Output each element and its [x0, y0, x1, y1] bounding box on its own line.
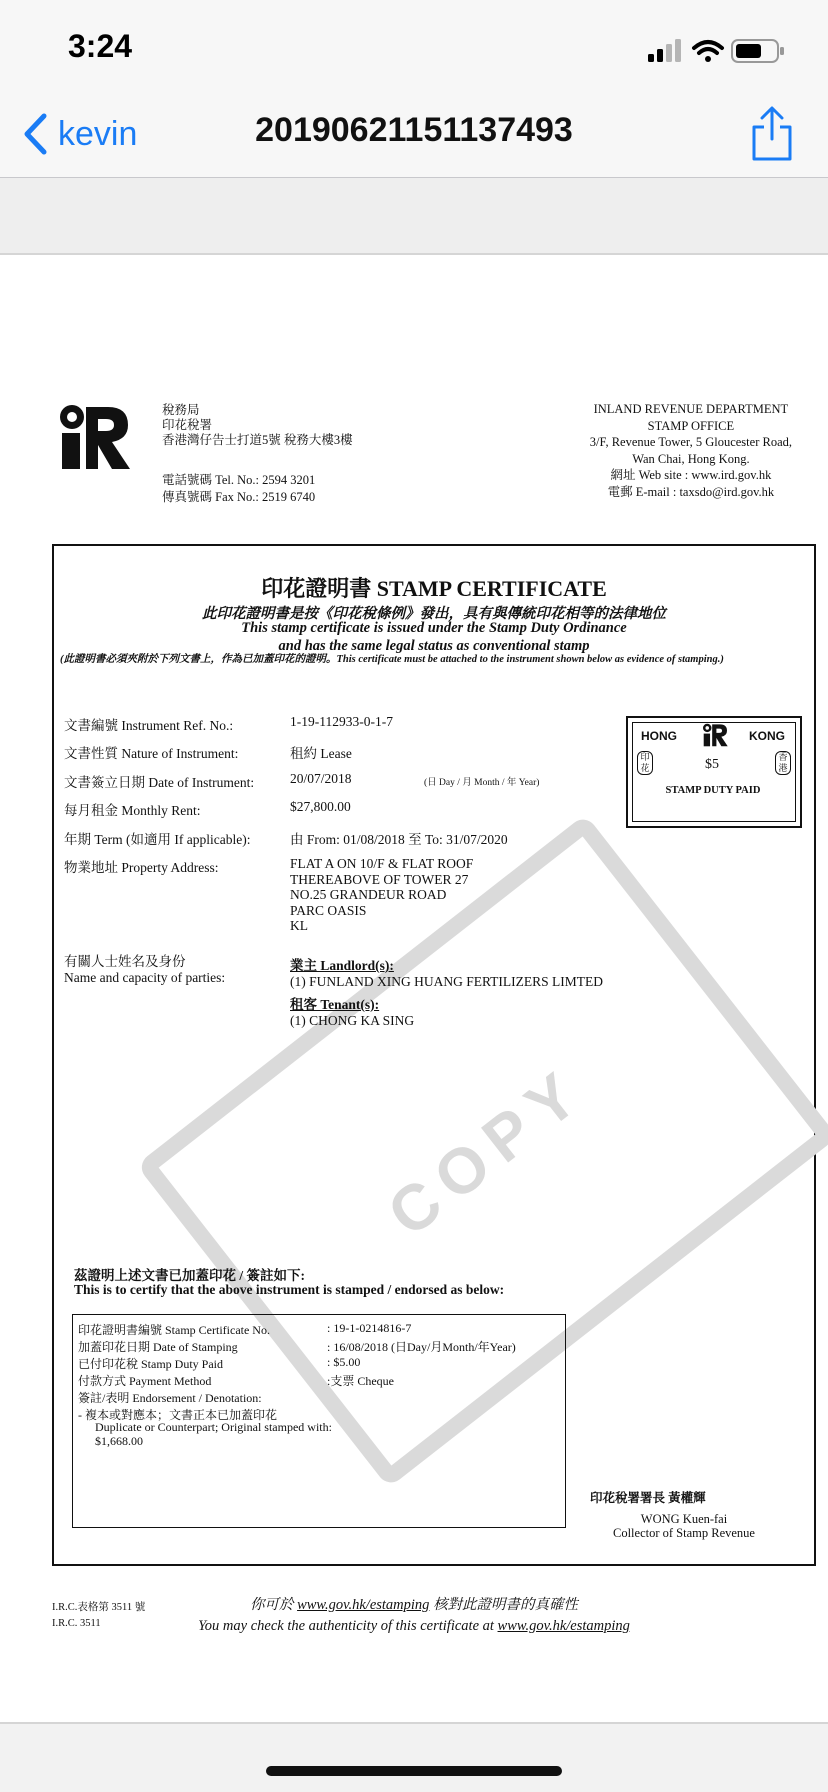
ref-value: 1-19-112933-0-1-7	[290, 714, 393, 729]
document-title: 20190621151137493	[255, 111, 573, 149]
footer-verification	[0, 1595, 828, 1637]
signature-title-zh: 印花稅署署長 黃權輝	[590, 1491, 706, 1505]
signature-name: WONG Kuen-fai	[640, 1512, 728, 1526]
duty-paid-value: : $5.00	[327, 1355, 361, 1369]
parties-label	[64, 954, 225, 986]
landlord-heading: 業主 Landlord(s):	[290, 958, 394, 973]
address-line-3: NO.25 GRANDEUR ROAD	[290, 887, 447, 902]
address-block	[290, 856, 473, 934]
cert-no-value: : 19-1-0214816-7	[327, 1321, 412, 1335]
address-line-4: PARC OASIS	[290, 902, 367, 918]
battery-icon	[732, 40, 784, 62]
header-left	[162, 403, 353, 448]
status-time: 3:24	[68, 28, 133, 64]
signature-title-en: Collector of Stamp Revenue	[613, 1526, 755, 1540]
certificate-title: 印花證明書 STAMP CERTIFICATE	[261, 576, 607, 601]
header-email: 電郵 E-mail : taxsdo@ird.gov.hk	[607, 484, 775, 499]
header-tel: 電話號碼 Tel. No.: 2594 3201	[162, 473, 316, 487]
header-left-line3: 香港灣仔告士打道5號 稅務大樓3樓	[162, 433, 353, 447]
landlord-value: (1) FUNLAND XING HUANG FERTILIZERS LIMTED	[290, 974, 604, 989]
header-fax: 傳真號碼 Fax No.: 2519 6740	[162, 490, 316, 504]
header-left-line1: 稅務局	[162, 403, 200, 417]
tenant-heading: 租客 Tenant(s):	[290, 997, 380, 1012]
back-button[interactable]	[22, 109, 137, 159]
endorsement-line-3: $1,668.00	[95, 1434, 143, 1448]
stamp-duty-stamp	[626, 716, 802, 828]
header-right-line2: STAMP OFFICE	[647, 418, 735, 433]
address-line-1: FLAT A ON 10/F & FLAT ROOF	[290, 856, 474, 871]
check-zh-b: 核對此證明書的真確性	[429, 1597, 579, 1613]
header-right-line3: 3/F, Revenue Tower, 5 Gloucester Road,	[589, 435, 792, 449]
date-label: 文書簽立日期 Date of Instrument:	[64, 775, 255, 790]
subtitle-zh: 此印花證明書是按《印花稅條例》發出，具有與傳統印花相等的法律地位	[202, 606, 666, 622]
payment-method-label: 付款方式 Payment Method	[78, 1374, 212, 1388]
stamp-date-value: : 16/08/2018 (日Day/月Month/年Year)	[327, 1340, 516, 1354]
address-label: 物業地址 Property Address:	[64, 860, 219, 875]
check-en-a: You may check the authenticity of this certificate at	[198, 1618, 498, 1634]
check-zh-a: 你可於	[249, 1597, 298, 1613]
stamp-date-label: 加蓋印花日期 Date of Stamping	[78, 1340, 238, 1354]
estamping-link-en[interactable]: www.gov.hk/estamping	[497, 1618, 630, 1634]
stamp-caption: STAMP DUTY PAID	[665, 785, 761, 796]
certificate-box	[52, 544, 816, 1566]
parties-label-zh: 有關人士姓名及身份	[64, 954, 186, 969]
stamping-details-box	[72, 1314, 566, 1528]
address-line-5: KL	[290, 918, 308, 933]
header-right-line4: Wan Chai, Hong Kong.	[632, 451, 750, 466]
back-label: kevin	[58, 114, 138, 153]
ref-label: 文書編號 Instrument Ref. No.:	[64, 718, 234, 733]
estamping-link-zh[interactable]: www.gov.hk/estamping	[297, 1597, 430, 1613]
navigation-bar	[0, 95, 828, 178]
status-bar	[0, 0, 828, 95]
nature-value: 租約 Lease	[290, 746, 352, 761]
certify-zh: 茲證明上述文書已加蓋印花 / 簽註如下:	[74, 1268, 305, 1283]
payment-method-value: :支票 Cheque	[327, 1374, 394, 1388]
rent-label: 每月租金 Monthly Rent:	[64, 803, 201, 818]
endorsement-line-1: - 複本或對應本；文書正本已加蓋印花	[78, 1408, 277, 1422]
form-number-en: I.R.C. 3511	[52, 1618, 101, 1629]
date-hint: (日 Day / 月 Month / 年 Year)	[424, 778, 540, 788]
share-button[interactable]	[750, 103, 794, 168]
chevron-left-icon	[22, 112, 48, 156]
wifi-icon	[694, 42, 722, 62]
address-line-2: THEREABOVE OF TOWER 27	[290, 871, 469, 887]
home-indicator[interactable]	[266, 1766, 562, 1776]
share-icon	[750, 103, 794, 163]
date-value: 20/07/2018	[290, 771, 352, 786]
subtitle-en-2: and has the same legal status as conventional stamp	[278, 638, 590, 654]
watermark-text: COPY	[374, 1052, 600, 1250]
header-right	[590, 401, 792, 500]
stamp-right-text: KONG	[749, 729, 785, 743]
cert-no-label: 印花證明書編號 Stamp Certificate No.	[78, 1323, 270, 1337]
duty-paid-label: 已付印花稅 Stamp Duty Paid	[78, 1357, 224, 1371]
endorsement-line-2: Duplicate or Counterpart; Original stamped with:	[95, 1420, 332, 1434]
subtitle-en-1: This stamp certificate is issued under the Stamp Duty Ordinance	[241, 620, 627, 636]
nature-label: 文書性質 Nature of Instrument:	[64, 746, 239, 761]
header-web: 網址 Web site : www.ird.gov.hk	[610, 468, 772, 482]
rent-value: $27,800.00	[290, 799, 351, 814]
header-contact	[162, 472, 315, 506]
cellular-signal-icon	[648, 39, 681, 62]
parties-label-en: Name and capacity of parties:	[64, 970, 226, 985]
term-label: 年期 Term (如適用 If applicable):	[64, 832, 251, 847]
document-page	[0, 253, 828, 1724]
stamp-left-text: HONG	[641, 729, 677, 743]
header-left-line2: 印花稅署	[162, 418, 213, 432]
certify-en: This is to certify that the above instrument is stamped / endorsed as below:	[74, 1282, 505, 1297]
stamp-logo	[702, 723, 728, 747]
fine-print: (此證明書必須夾附於下列文書上，作為已加蓋印花的證明。This certificate must be attached to the instrument shown below as evidence of stamping.)	[60, 654, 724, 665]
tenant-value: (1) CHONG KA SING	[290, 1013, 415, 1028]
ird-logo	[58, 403, 130, 471]
term-value: 由 From: 01/08/2018 至 To: 31/07/2020	[290, 832, 508, 847]
stamp-side-right: 香港	[775, 751, 791, 775]
status-icons	[648, 36, 788, 66]
form-number-zh: I.R.C.表格第 3511 號	[52, 1602, 146, 1613]
stamp-side-left: 印花	[637, 751, 653, 775]
stamp-amount: $5	[705, 757, 719, 772]
header-right-line1: INLAND REVENUE DEPARTMENT	[593, 402, 789, 416]
endorsement-label: 簽註/表明 Endorsement / Denotation:	[78, 1391, 262, 1405]
